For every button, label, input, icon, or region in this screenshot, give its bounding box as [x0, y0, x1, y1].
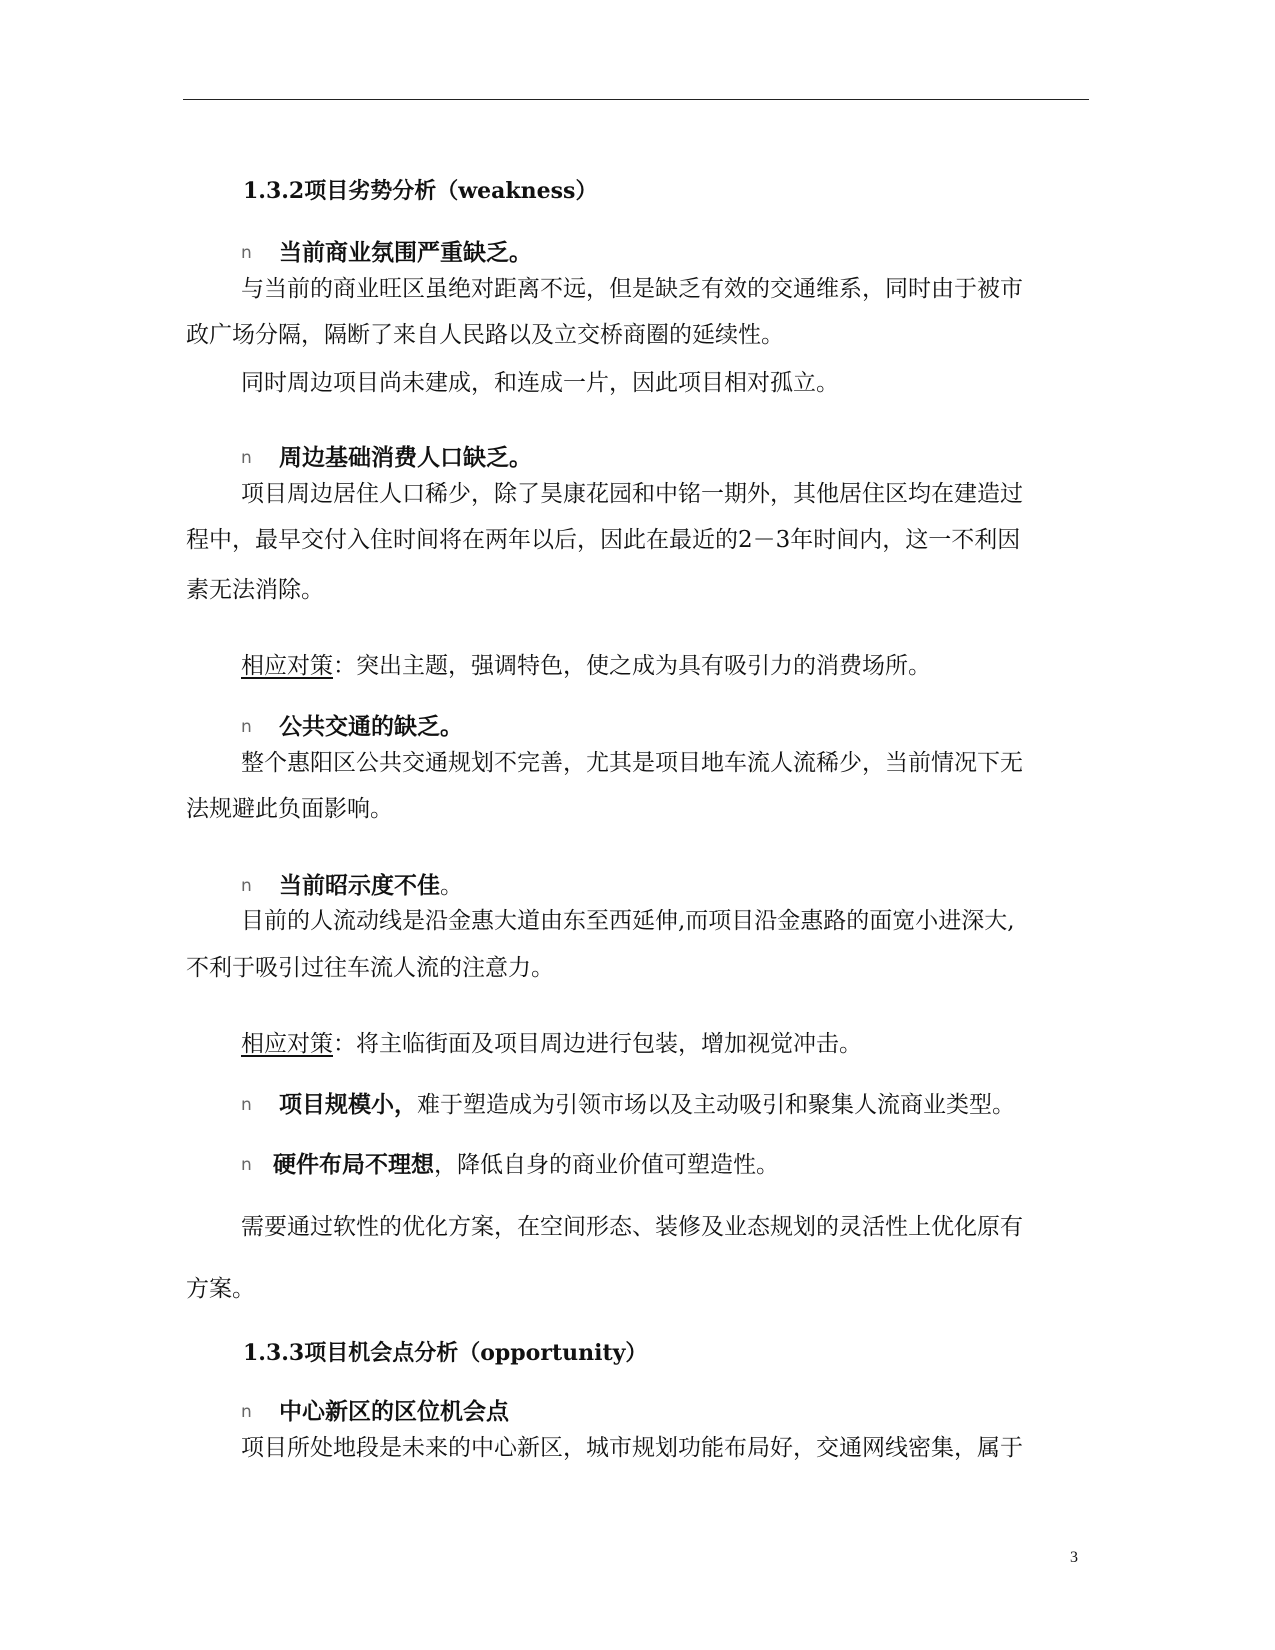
countermeasure-label: 相应对策: [241, 1031, 333, 1057]
item3-line1: 整个惠阳区公共交通规划不完善，尤其是项目地车流人流稀少，当前情况下无: [241, 750, 1023, 776]
bullet-icon: n: [241, 1155, 252, 1175]
item3-line2: 法规避此负面影响。: [186, 796, 393, 822]
bullet-icon: n: [241, 717, 252, 737]
bullet-icon: n: [241, 448, 252, 468]
item1-line1: 与当前的商业旺区虽绝对距离不远，但是缺乏有效的交通维系，同时由于被市: [241, 276, 1023, 302]
paragraph-line1: 需要通过软性的优化方案，在空间形态、装修及业态规划的灵活性上优化原有: [241, 1214, 1023, 1240]
item-scale: 项目规模小，难于塑造成为引领市场以及主动吸引和聚集人流商业类型。: [279, 1091, 1015, 1118]
item-title-location-opportunity: 中心新区的区位机会点: [279, 1398, 509, 1425]
item-title-public-transport: 公共交通的缺乏。: [279, 713, 463, 740]
bullet-icon: n: [241, 1095, 252, 1115]
section-heading-opportunity: 1.3.3项目机会点分析（opportunity）: [243, 1340, 648, 1366]
item1-line2: 政广场分隔，隔断了来自人民路以及立交桥商圈的延续性。: [186, 322, 784, 348]
item7-line1: 项目所处地段是未来的中心新区，城市规划功能布局好，交通网线密集，属于: [241, 1435, 1023, 1461]
countermeasure-label: 相应对策: [241, 653, 333, 679]
item4-line1: 目前的人流动线是沿金惠大道由东至西延伸,而项目沿金惠路的面宽小进深大,: [241, 908, 1015, 934]
item2-line1: 项目周边居住人口稀少，除了昊康花园和中铭一期外，其他居住区均在建造过: [241, 481, 1023, 507]
header-rule: [183, 99, 1089, 100]
countermeasure-1: [241, 651, 931, 681]
countermeasure-text: ：突出主题，强调特色，使之成为具有吸引力的消费场所。: [333, 653, 931, 679]
item2-line3: 素无法消除。: [186, 577, 324, 603]
item1-line3: 同时周边项目尚未建成，和连成一片，因此项目相对孤立。: [241, 370, 839, 396]
item-hardware-layout: 硬件布局不理想，降低自身的商业价值可塑造性。: [273, 1151, 779, 1178]
bullet-icon: n: [241, 243, 252, 263]
item-title-consumer-population: 周边基础消费人口缺乏。: [279, 444, 532, 471]
item2-line2: 程中，最早交付入住时间将在两年以后，因此在最近的2－3年时间内，这一不利因: [186, 527, 1021, 553]
item-title-commercial-atmosphere: 当前商业氛围严重缺乏。: [279, 239, 532, 266]
countermeasure-2: [241, 1029, 862, 1059]
bullet-icon: n: [241, 876, 252, 896]
countermeasure-text: ：将主临街面及项目周边进行包装，增加视觉冲击。: [333, 1031, 862, 1057]
item4-line2: 不利于吸引过往车流人流的注意力。: [186, 955, 554, 981]
page-number: 3: [1070, 1549, 1078, 1566]
item-title-visibility: 当前昭示度不佳。: [279, 872, 463, 899]
section-heading-weakness: 1.3.2项目劣势分析（weakness）: [243, 178, 598, 204]
paragraph-line2: 方案。: [186, 1276, 255, 1302]
bullet-icon: n: [241, 1402, 252, 1422]
